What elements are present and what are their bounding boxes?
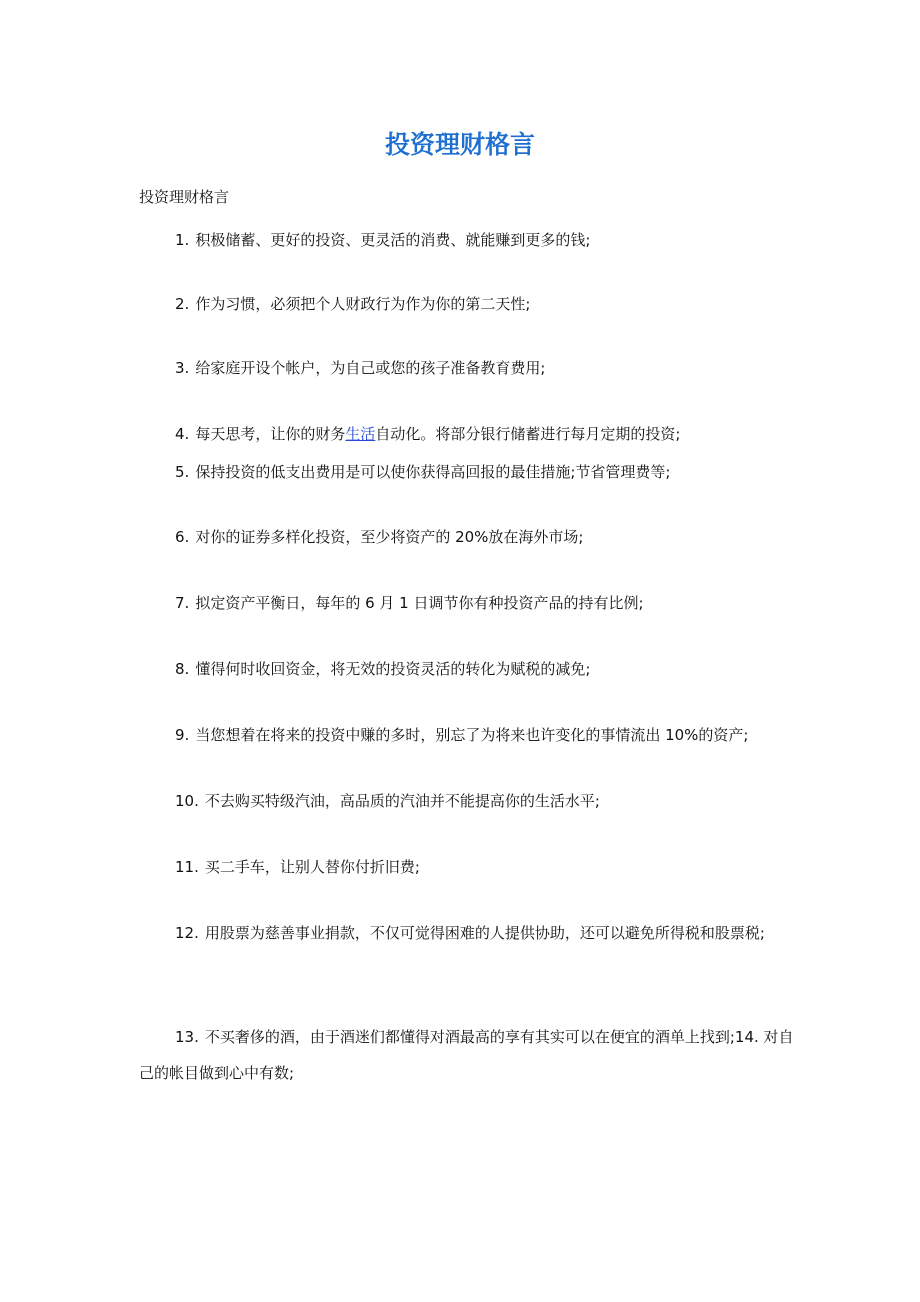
item-number: 12.: [175, 924, 199, 942]
item-text: 当您想着在将来的投资中赚的多时，别忘了为将来也许变化的事情流出 10%的资产;: [195, 726, 749, 744]
life-link[interactable]: 生活: [345, 425, 376, 443]
item-number: 5.: [175, 463, 190, 481]
item-number: 3.: [175, 359, 190, 377]
item-number: 4.: [175, 425, 190, 443]
item-text: 懂得何时收回资金，将无效的投资灵活的转化为赋税的减免;: [195, 660, 591, 678]
list-item-4: [139, 416, 799, 452]
list-item-9: [139, 717, 839, 753]
item-number: 1.: [175, 231, 190, 249]
item-text: 拟定资产平衡日，每年的 6 月 1 日调节你有种投资产品的持有比例;: [195, 594, 644, 612]
item-number: 9.: [175, 726, 190, 744]
list-item-10: [139, 783, 799, 819]
item-text: 用股票为慈善事业捐款，不仅可觉得困难的人提供协助，还可以避免所得税和股票税;: [204, 924, 765, 942]
list-item-7: [139, 585, 799, 621]
list-item-8: [139, 651, 799, 687]
list-item-1: [139, 222, 799, 258]
list-item-13: [139, 1019, 799, 1091]
item-number: 10.: [175, 792, 199, 810]
item-text: 买二手车，让别人替你付折旧费;: [204, 858, 420, 876]
item-number: 8.: [175, 660, 190, 678]
list-item-3: [139, 350, 799, 386]
item-number: 6.: [175, 528, 190, 546]
item-text-after: 自动化。将部分银行储蓄进行每月定期的投资;: [375, 425, 681, 443]
item-text-before: 每天思考，让你的财务: [195, 425, 346, 443]
item-text: 保持投资的低支出费用是可以使你获得高回报的最佳措施;节省管理费等;: [195, 463, 671, 481]
list-item-6: [139, 519, 799, 555]
item-text: 不去购买特级汽油，高品质的汽油并不能提高你的生活水平;: [204, 792, 600, 810]
item-text: 给家庭开设个帐户，为自己或您的孩子准备教育费用;: [195, 359, 546, 377]
document-subtitle: 投资理财格言: [139, 188, 230, 206]
item-number: 2.: [175, 295, 190, 313]
list-item-11: [139, 849, 799, 885]
item-text: 作为习惯，必须把个人财政行为作为你的第二天性;: [195, 295, 531, 313]
item-number: 7.: [175, 594, 190, 612]
list-item-5: [139, 454, 799, 490]
page-title: 投资理财格言: [384, 130, 535, 159]
item-number: 13.: [175, 1028, 199, 1046]
item-text: 对你的证券多样化投资，至少将资产的 20%放在海外市场;: [195, 528, 584, 546]
item-text: 积极储蓄、更好的投资、更灵活的消费、就能赚到更多的钱;: [195, 231, 591, 249]
item-number: 11.: [175, 858, 199, 876]
list-item-12: [139, 915, 799, 951]
list-item-2: [139, 286, 799, 322]
item-text: 不买奢侈的酒，由于酒迷们都懂得对酒最高的享有其实可以在便宜的酒单上找到;14. 对自己的帐目做到心中有数;: [139, 1028, 794, 1082]
